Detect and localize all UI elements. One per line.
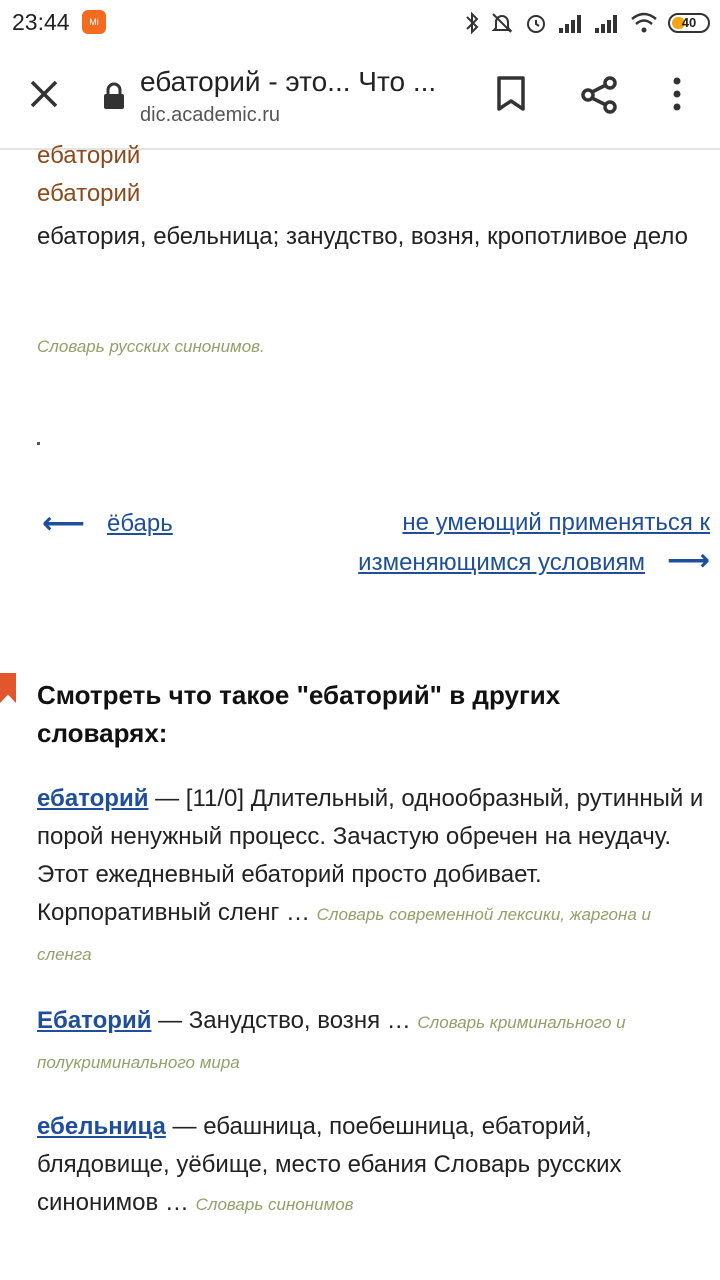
mi-app-icon: Mi xyxy=(82,10,106,34)
battery-level: 40 xyxy=(681,15,697,30)
lock-icon xyxy=(102,82,126,110)
status-bar xyxy=(0,0,720,46)
synonym-list: ебатория, ебельница; занудство, возня, кропотливое дело xyxy=(37,223,688,250)
entry-source[interactable]: Словарь современной лексики, жаргона и сленга xyxy=(37,905,651,964)
next-entry-label[interactable]: не умеющий применяться к изменяющимся условиям xyxy=(358,509,710,576)
arrow-right-icon: ⟶ xyxy=(666,544,710,577)
entry-text: — ебашница, поебешница, ебаторий, блядовище, уёбище, место ебания Словарь русских синонимов … xyxy=(37,1113,622,1216)
entry-source[interactable]: Словарь криминального и полукриминального мира xyxy=(37,1013,626,1072)
entry-text: — Занудство, возня … xyxy=(151,1007,418,1034)
battery-icon xyxy=(668,13,710,33)
bell-off-icon xyxy=(490,11,514,35)
clock: 23:44 xyxy=(12,9,70,35)
headword: ебаторий xyxy=(37,142,141,169)
entry-source[interactable]: Словарь синонимов xyxy=(195,1195,354,1214)
list-item xyxy=(37,1108,709,1224)
list-item xyxy=(37,1002,709,1082)
entry-text: — [11/0] Длительный, однообразный, рутинный и порой ненужный процесс. Зачастую обречен на неудачу. Этот ежедневный ебаторий просто добивает. Корпоративный сленг … xyxy=(37,785,704,926)
status-icons xyxy=(464,8,710,38)
bluetooth-icon xyxy=(464,11,480,35)
page-url[interactable]: dic.academic.ru xyxy=(140,104,281,126)
close-icon[interactable] xyxy=(28,78,60,110)
headword-repeat: ебаторий xyxy=(37,180,141,207)
next-entry-link[interactable] xyxy=(330,504,710,582)
share-icon[interactable] xyxy=(580,76,618,114)
more-vert-icon[interactable] xyxy=(670,76,684,112)
entry-link[interactable]: ебельница xyxy=(37,1113,166,1140)
bookmark-icon[interactable] xyxy=(496,76,526,112)
page-title[interactable]: ебаторий - это... Что ... xyxy=(140,66,437,97)
entry-link[interactable]: Ебаторий xyxy=(37,1007,152,1034)
alarm-icon xyxy=(524,11,548,35)
list-item xyxy=(37,780,709,974)
source-note: Словарь русских синонимов. xyxy=(37,337,265,356)
bookmark-flag-icon xyxy=(0,673,16,703)
arrow-left-icon: ⟵ xyxy=(42,507,86,540)
wifi-icon xyxy=(630,12,658,34)
entry-link[interactable]: ебаторий xyxy=(37,785,149,812)
prev-entry-label[interactable]: ёбарь xyxy=(107,509,173,537)
prev-entry-link[interactable] xyxy=(42,506,173,541)
separator-dot xyxy=(37,442,40,445)
signal-icon xyxy=(594,12,620,34)
other-dictionaries-heading: Смотреть что такое "ебаторий" в других словарях: xyxy=(37,680,561,748)
signal-icon xyxy=(558,12,584,34)
browser-toolbar xyxy=(0,46,720,150)
